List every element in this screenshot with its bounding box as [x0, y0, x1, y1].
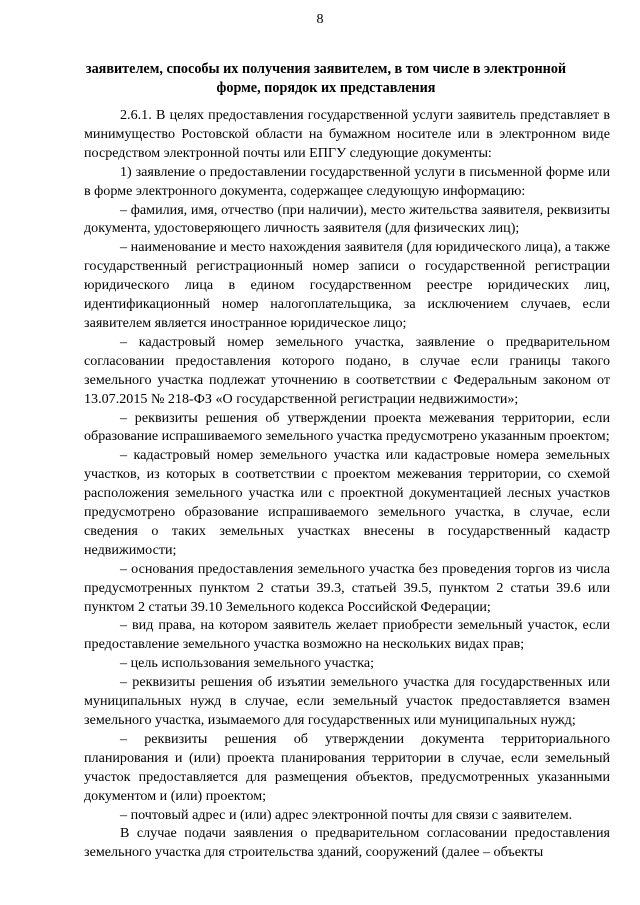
list-item-cadastral-number: – кадастровый номер земельного участка, заявление о предварительном согласовании предоставления которого подано, в случае если границы такого земельного участка подлежат уточнению в соответствии с Федеральным законом от 13.07.2015 № 218-ФЗ «О государственной регистрации недвижимости»;: [84, 333, 610, 407]
list-item-individual-details: – фамилия, имя, отчество (при наличии), место жительства заявителя, реквизиты документа, удостоверяющего личность заявителя (для физических лиц);: [84, 201, 610, 237]
section-heading: заявителем, способы их получения заявителем, в том числе в электронной форме, порядок их представления: [85, 61, 567, 96]
list-item-contact-address: – почтовый адрес и (или) адрес электронной почты для связи с заявителем.: [120, 806, 573, 823]
list-item-grounds: – основания предоставления земельного участка без проведения торгов из числа предусмотренных пунктом 2 статьи 39.3, статьей 39.5, пунктом 2 статьи 39.6 или пунктом 2 статьи 39.10 Земельного кодекса Российской Федерации;: [84, 560, 610, 615]
list-item-planning-decision: – реквизиты решения об утверждении документа территориального планирования и (или) проекта планирования территории в случае, если земельный участок предоставляется для размещения объектов, предусмотренных указанными документом и (или) проектом;: [84, 730, 610, 804]
list-item-right-type: – вид права, на котором заявитель желает приобрести земельный участок, если предоставление земельного участка возможно на нескольких видах прав;: [84, 617, 610, 653]
document-body: [84, 106, 610, 862]
list-item-legal-entity-details: – наименование и место нахождения заявителя (для юридического лица), а также государственный регистрационный номер записи о государственной регистрации юридического лица в едином государственном реестре юридических лиц, идентификационный номер налогоплательщика, за исключением случаев, если заявителем является иностранное юридическое лицо;: [84, 239, 610, 331]
page-number: 8: [316, 12, 324, 27]
list-item-source-plots: – кадастровый номер земельного участка или кадастровые номера земельных участков, из которых в соответствии с проектом межевания территории, со схемой расположения земельного участка или с проектной документацией лесных участков предусмотрено образование испрашиваемого земельного участка, в случае, если сведения о таких земельных участках внесены в государственный кадастр недвижимости;: [84, 447, 610, 558]
list-item-survey-project: – реквизиты решения об утверждении проекта межевания территории, если образование испрашиваемого земельного участка предусмотрено указанным проектом;: [84, 409, 610, 445]
paragraph-item-1: 1) заявление о предоставлении государственной услуги в письменной форме или в форме электронного документа, содержащее следующую информацию:: [84, 163, 610, 199]
paragraph-preliminary-approval: В случае подачи заявления о предварительном согласовании предоставления земельного участка для строительства зданий, сооружений (далее – объекты: [84, 825, 610, 861]
list-item-purpose: – цель использования земельного участка;: [120, 655, 375, 672]
paragraph-2-6-1: 2.6.1. В целях предоставления государственной услуги заявитель представляет в минимущество Ростовской области на бумажном носителе или в электронном виде посредством электронной почты или ЕПГУ следующие документы:: [84, 107, 610, 161]
list-item-seizure-decision: – реквизиты решения об изъятии земельного участка для государственных или муниципальных нужд в случае, если земельный участок предоставляется взамен земельного участка, изымаемого для государственных или муниципальных нужд;: [84, 674, 610, 728]
